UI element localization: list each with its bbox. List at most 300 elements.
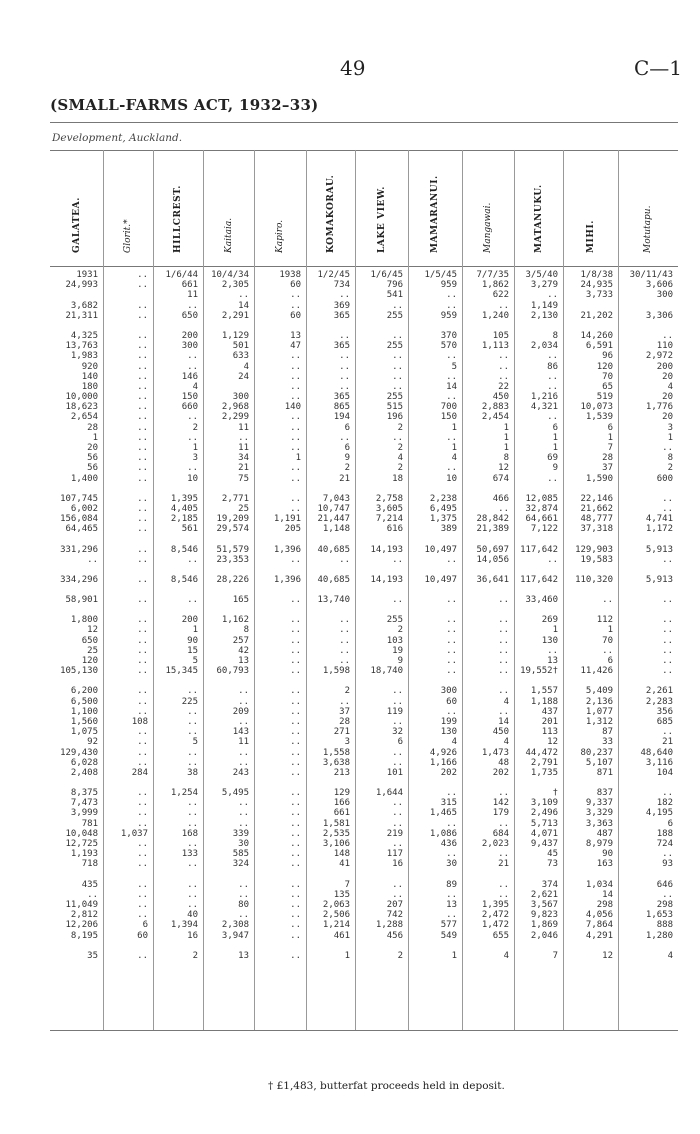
table-cell: .. — [137, 910, 148, 921]
table-cell: .. — [238, 808, 249, 819]
table-cell: 781 — [81, 818, 98, 829]
table-cell: .. — [662, 889, 673, 900]
table-cell: 21,447 — [317, 514, 350, 525]
table-cell: 3 — [344, 737, 350, 748]
row-group — [462, 951, 509, 961]
table-cell: 1,800 — [70, 615, 98, 626]
table-cell: 104 — [656, 767, 673, 778]
table-cell: 1,472 — [481, 920, 509, 931]
row-group — [514, 494, 558, 535]
table-cell: 1,193 — [70, 849, 98, 860]
table-cell: .. — [602, 595, 613, 606]
page-number: 49 — [340, 56, 366, 80]
table-cell: 1,312 — [585, 716, 613, 727]
table-cell: .. — [339, 351, 350, 362]
table-cell: .. — [137, 849, 148, 860]
column-header-label: MIHI. — [585, 219, 596, 253]
table-cell: 2,758 — [375, 493, 403, 504]
table-cell: 570 — [440, 341, 457, 352]
table-cell: .. — [662, 656, 673, 666]
row-group — [50, 951, 98, 961]
column-header-label: Mangawai. — [483, 202, 493, 253]
table-cell: 365 — [333, 392, 350, 403]
table-cell: 684 — [492, 828, 509, 839]
row-group — [306, 545, 350, 565]
table-cell: .. — [602, 645, 613, 656]
table-cell: 4 — [667, 381, 673, 392]
row-group — [254, 575, 301, 585]
row-group — [153, 686, 198, 778]
row-group — [618, 686, 673, 778]
table-cell: .. — [290, 473, 301, 484]
row-group — [408, 880, 457, 941]
table-cell: 112 — [596, 615, 613, 626]
table-cell: 200 — [656, 361, 673, 372]
table-column — [306, 270, 350, 971]
table-cell: 685 — [656, 716, 673, 727]
table-cell: 633 — [232, 351, 249, 362]
row-group — [563, 615, 613, 676]
table-cell: 140 — [81, 371, 98, 382]
table-cell: 70 — [602, 635, 613, 646]
table-cell: .. — [290, 879, 301, 890]
table-cell: .. — [137, 889, 148, 900]
table-cell: .. — [290, 666, 301, 677]
table-cell: .. — [392, 716, 403, 727]
table-cell: 1,539 — [585, 412, 613, 423]
table-cell: 501 — [232, 341, 249, 352]
table-cell: 15,345 — [165, 666, 198, 677]
row-group — [254, 686, 301, 778]
table-cell: 13,740 — [317, 595, 350, 606]
table-cell: .. — [339, 625, 350, 636]
table-cell: .. — [290, 443, 301, 453]
table-cell: .. — [392, 818, 403, 829]
table-cell: .. — [87, 554, 98, 565]
table-cell: .. — [187, 706, 198, 717]
table-cell: .. — [137, 381, 148, 392]
row-group — [50, 880, 98, 941]
table-cell: 64,661 — [525, 514, 558, 525]
table-cell: .. — [137, 859, 148, 870]
table-cell: 1 — [503, 432, 509, 443]
table-cell: 284 — [131, 767, 148, 778]
table-cell: .. — [662, 554, 673, 565]
table-cell: 541 — [386, 290, 403, 301]
row-group — [254, 615, 301, 676]
table-cell: .. — [290, 849, 301, 860]
table-cell: 271 — [333, 727, 350, 738]
table-cell: 10/4/34 — [211, 270, 249, 280]
table-cell: 4,291 — [585, 930, 613, 941]
table-cell: .. — [446, 666, 457, 677]
table-cell: 12,206 — [65, 920, 98, 931]
row-group — [306, 595, 350, 605]
table-cell: 650 — [181, 310, 198, 321]
row-group — [514, 595, 558, 605]
table-cell: .. — [290, 686, 301, 697]
table-cell: 9,337 — [585, 798, 613, 809]
row-group — [153, 575, 198, 585]
table-cell: .. — [290, 727, 301, 738]
table-cell: 8,546 — [170, 544, 198, 555]
table-cell: 103 — [386, 635, 403, 646]
row-group — [203, 595, 249, 605]
header-top-rule — [50, 150, 678, 151]
table-cell: 4 — [192, 381, 198, 392]
table-cell: 6 — [344, 443, 350, 453]
table-column — [50, 270, 98, 971]
table-cell: 1,560 — [70, 716, 98, 727]
table-cell: 4 — [667, 950, 673, 961]
table-cell: 1 — [503, 443, 509, 453]
table-cell — [50, 290, 98, 300]
table-cell: 28,226 — [216, 574, 249, 585]
table-cell: .. — [392, 351, 403, 362]
table-cell: 129,903 — [575, 544, 613, 555]
table-cell: 356 — [656, 706, 673, 717]
table-cell: 796 — [386, 280, 403, 291]
table-column — [153, 270, 198, 971]
table-cell: 40,685 — [317, 574, 350, 585]
table-cell: 38 — [187, 767, 198, 778]
table-cell: 255 — [386, 310, 403, 321]
table-cell: 18,740 — [370, 666, 403, 677]
table-cell: .. — [290, 635, 301, 646]
table-cell: 6,500 — [70, 696, 98, 707]
table-cell: 129,430 — [60, 747, 98, 758]
table-cell: 16 — [187, 930, 198, 941]
table-cell: 25 — [238, 503, 249, 514]
table-cell: 135 — [333, 889, 350, 900]
row-group — [355, 686, 403, 778]
table-cell: .. — [187, 879, 198, 890]
row-group — [563, 788, 613, 870]
table-cell: .. — [446, 645, 457, 656]
table-cell: .. — [547, 412, 558, 423]
table-cell: 200 — [181, 330, 198, 341]
column-header-label: Motutapu. — [643, 205, 653, 253]
table-cell: 734 — [333, 280, 350, 291]
table-cell: .. — [446, 300, 457, 311]
row-group — [103, 615, 148, 676]
table-cell: 4,741 — [645, 514, 673, 525]
table-cell: .. — [662, 666, 673, 677]
title-rule — [50, 122, 678, 123]
table-cell: 5 — [192, 656, 198, 666]
table-cell: .. — [137, 574, 148, 585]
table-cell: 20 — [662, 371, 673, 382]
table-cell: 2,535 — [322, 828, 350, 839]
table-cell: .. — [290, 950, 301, 961]
table-cell: 13,763 — [65, 341, 98, 352]
table-cell: .. — [290, 371, 301, 382]
table-cell: .. — [392, 798, 403, 809]
table-cell: 300 — [656, 290, 673, 301]
row-group — [514, 880, 558, 941]
table-cell: .. — [137, 879, 148, 890]
row-group — [355, 595, 403, 605]
table-cell: .. — [137, 706, 148, 717]
table-column — [408, 270, 457, 971]
table-cell: 48 — [498, 757, 509, 768]
table-cell: 6,200 — [70, 686, 98, 697]
table-cell: 24,935 — [580, 280, 613, 291]
table-cell: 1,590 — [585, 473, 613, 484]
table-cell: .. — [290, 716, 301, 727]
table-cell: .. — [137, 351, 148, 362]
row-group — [514, 331, 558, 484]
table-cell: .. — [187, 412, 198, 423]
table-cell: 1,396 — [273, 544, 301, 555]
table-cell: 32 — [392, 727, 403, 738]
table-cell: 718 — [81, 859, 98, 870]
table-cell: 12,725 — [65, 839, 98, 849]
table-cell: 4,071 — [530, 828, 558, 839]
table-cell: .. — [498, 706, 509, 717]
table-cell: 1,191 — [273, 514, 301, 525]
row-group — [153, 595, 198, 605]
table-cell: 1,214 — [322, 920, 350, 931]
table-cell: 10,497 — [424, 544, 457, 555]
row-group — [462, 331, 509, 484]
table-cell: 113 — [541, 727, 558, 738]
row-group — [50, 270, 98, 321]
table-cell: 1,086 — [429, 828, 457, 839]
row-group — [103, 270, 148, 321]
table-cell: 201 — [541, 716, 558, 727]
table-cell: 30/11/43 — [629, 270, 673, 280]
table-cell: .. — [392, 595, 403, 606]
row-group — [306, 270, 350, 321]
table-cell: 32,874 — [525, 503, 558, 514]
table-cell: 2,305 — [221, 280, 249, 291]
table-cell: 90 — [187, 635, 198, 646]
table-cell: 243 — [232, 767, 249, 778]
table-cell: 2,299 — [221, 412, 249, 423]
row-group — [408, 331, 457, 484]
table-cell: .. — [290, 554, 301, 565]
table-cell: 200 — [181, 615, 198, 626]
table-cell: 8,546 — [170, 574, 198, 585]
table-cell: 4 — [503, 696, 509, 707]
column-header — [514, 152, 563, 264]
column-header-label: Glorit.* — [123, 219, 133, 253]
table-cell: 1931 — [76, 270, 98, 280]
table-cell: 2,812 — [70, 910, 98, 921]
table-cell: 10,497 — [424, 574, 457, 585]
table-cell: .. — [137, 493, 148, 504]
row-group — [203, 270, 249, 321]
table-cell: .. — [662, 727, 673, 738]
table-cell: 3,682 — [70, 300, 98, 311]
table-cell: 650 — [81, 635, 98, 646]
table-cell: .. — [290, 351, 301, 362]
table-cell: 7 — [344, 879, 350, 890]
row-group — [462, 575, 509, 585]
table-cell: .. — [662, 330, 673, 341]
row-group — [153, 494, 198, 535]
table-cell: 1,375 — [429, 514, 457, 525]
table-cell: 129 — [333, 788, 350, 799]
column-header-label: Kaitaia. — [223, 217, 234, 253]
table-cell: 1,653 — [645, 910, 673, 921]
table-cell: .. — [498, 879, 509, 890]
row-group — [203, 545, 249, 565]
table-cell: .. — [339, 330, 350, 341]
table-cell: 25 — [87, 645, 98, 656]
table-cell: 3,363 — [585, 818, 613, 829]
table-cell: 888 — [656, 920, 673, 931]
table-cell: 130 — [440, 727, 457, 738]
table-cell: 182 — [656, 798, 673, 809]
table-cell: .. — [137, 453, 148, 464]
table-cell: 1,735 — [530, 767, 558, 778]
table-cell: 64,465 — [65, 524, 98, 535]
table-cell: 2,408 — [70, 767, 98, 778]
table-cell: 75 — [238, 473, 249, 484]
column-header — [355, 152, 408, 264]
table-cell: 21,311 — [65, 310, 98, 321]
table-cell: .. — [290, 747, 301, 758]
table-cell: 1,395 — [170, 493, 198, 504]
table-cell: .. — [339, 361, 350, 372]
table-cell — [563, 301, 613, 311]
table-cell: .. — [187, 595, 198, 606]
table-cell: .. — [137, 839, 148, 849]
table-cell: 50,697 — [476, 544, 509, 555]
row-group — [306, 615, 350, 676]
table-cell: .. — [498, 503, 509, 514]
row-group — [254, 788, 301, 870]
table-cell: .. — [290, 859, 301, 870]
subtitle: Development, Auckland. — [52, 132, 183, 144]
table-cell: 6 — [667, 818, 673, 829]
row-group — [306, 494, 350, 535]
row-group — [50, 595, 98, 605]
table-cell: 110,320 — [575, 574, 613, 585]
table-cell: 37,318 — [580, 524, 613, 535]
table-cell: 213 — [333, 767, 350, 778]
table-cell: 3,999 — [70, 808, 98, 819]
table-cell: 549 — [440, 930, 457, 941]
row-group — [618, 575, 673, 585]
table-cell: .. — [290, 615, 301, 626]
table-cell: .. — [446, 889, 457, 900]
table-cell: 1,473 — [481, 747, 509, 758]
table-cell: .. — [290, 432, 301, 443]
table-cell: 11 — [238, 422, 249, 433]
row-group — [563, 331, 613, 484]
row-group — [408, 575, 457, 585]
table-cell: 150 — [181, 392, 198, 403]
table-cell: 1,280 — [645, 930, 673, 941]
table-cell: 339 — [232, 828, 249, 839]
page-title: (SMALL-FARMS ACT, 1932–33) — [50, 96, 319, 114]
table-cell: 837 — [596, 788, 613, 799]
row-group — [514, 545, 558, 565]
table-cell: 19,552† — [520, 666, 558, 677]
table-cell: 13 — [238, 656, 249, 666]
row-group — [618, 951, 673, 961]
row-group — [203, 331, 249, 484]
table-cell: 2,972 — [645, 351, 673, 362]
table-cell: .. — [238, 686, 249, 697]
table-cell: 370 — [440, 330, 457, 341]
row-group — [618, 331, 673, 484]
table-cell: 5,913 — [645, 574, 673, 585]
table-cell: .. — [137, 696, 148, 707]
table-cell: 3,733 — [585, 290, 613, 301]
table-cell: 1,166 — [429, 757, 457, 768]
table-cell: 519 — [596, 392, 613, 403]
table-cell: 6,495 — [429, 503, 457, 514]
table-cell: 6 — [607, 422, 613, 433]
row-group — [306, 575, 350, 585]
table-cell: .. — [547, 371, 558, 382]
table-cell: .. — [498, 625, 509, 636]
table-cell: 188 — [656, 828, 673, 839]
table-cell: 660 — [181, 402, 198, 413]
table-cell: 3,109 — [530, 798, 558, 809]
table-cell: 1 — [92, 432, 98, 443]
table-cell: 3,605 — [375, 503, 403, 514]
row-group — [408, 951, 457, 961]
table-cell: .. — [446, 615, 457, 626]
table-cell: 21,389 — [476, 524, 509, 535]
table-cell: 148 — [333, 849, 350, 860]
row-group — [203, 615, 249, 676]
table-cell: 10,000 — [65, 392, 98, 403]
table-cell: 117 — [386, 849, 403, 860]
table-cell: 2,968 — [221, 402, 249, 413]
table-cell: .. — [137, 371, 148, 382]
table-cell: .. — [238, 747, 249, 758]
table-cell: 14 — [238, 300, 249, 311]
table-cell: .. — [238, 910, 249, 921]
table-cell: .. — [392, 361, 403, 372]
table-cell: 42 — [238, 645, 249, 656]
table-cell: 1,100 — [70, 706, 98, 717]
table-cell: 5 — [192, 737, 198, 748]
table-cell: 5,495 — [221, 788, 249, 799]
row-group — [462, 494, 509, 535]
row-group — [254, 880, 301, 941]
row-group — [203, 951, 249, 961]
table-cell: 207 — [386, 899, 403, 910]
table-cell: .. — [547, 645, 558, 656]
table-cell: 45 — [547, 849, 558, 860]
table-cell: 1 — [552, 625, 558, 636]
row-group — [50, 686, 98, 778]
table-cell: 1,396 — [273, 574, 301, 585]
table-cell: .. — [290, 361, 301, 372]
table-cell: 9 — [397, 656, 403, 666]
table-cell: .. — [290, 645, 301, 656]
table-cell: 28 — [602, 453, 613, 464]
table-cell: 646 — [656, 879, 673, 890]
table-cell: 4,321 — [530, 402, 558, 413]
table-cell: .. — [547, 473, 558, 484]
table-cell: 1 — [192, 625, 198, 636]
table-cell: .. — [137, 727, 148, 738]
table-cell: 44,472 — [525, 747, 558, 758]
table-cell: 150 — [440, 412, 457, 423]
table-cell: .. — [498, 361, 509, 372]
table-column — [462, 270, 509, 971]
table-cell: 1 — [503, 422, 509, 433]
table-cell: .. — [187, 899, 198, 910]
